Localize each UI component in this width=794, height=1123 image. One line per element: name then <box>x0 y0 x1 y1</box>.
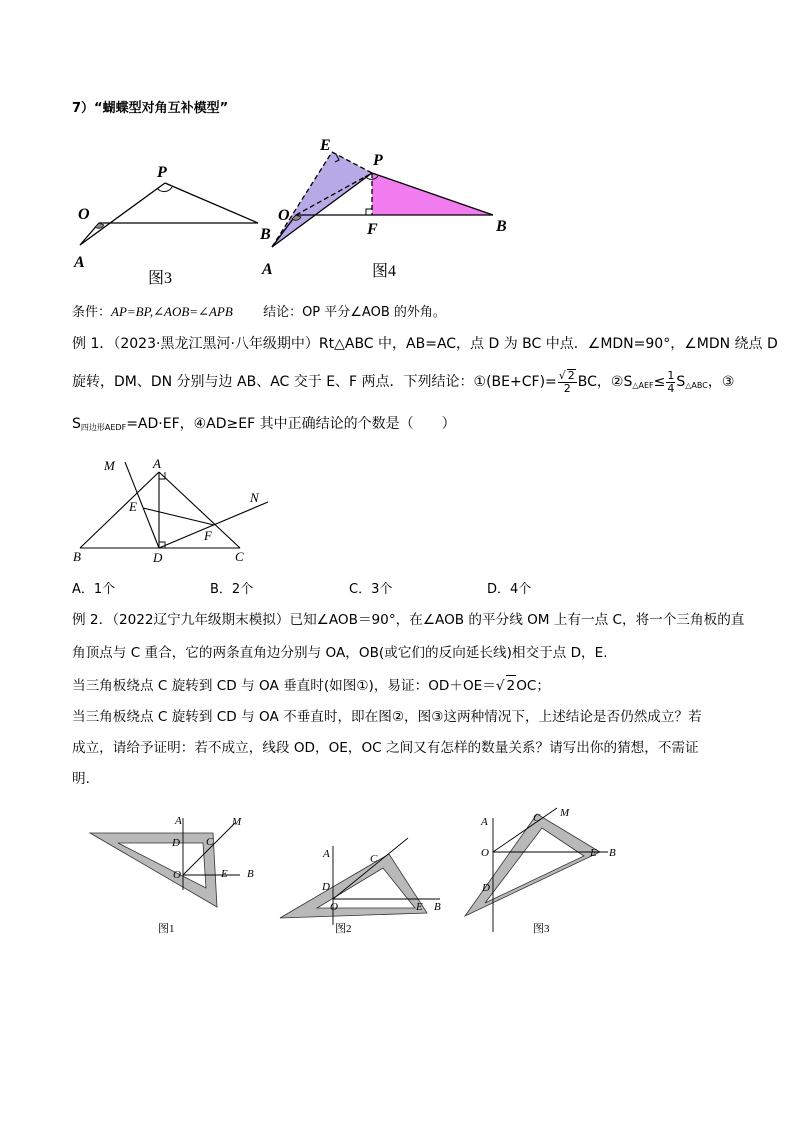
fraction-numerator: 1 <box>667 368 675 382</box>
ex2-figure-1 <box>90 815 254 935</box>
subscript-abc: △ABC <box>685 381 708 390</box>
one-quarter-fraction <box>666 370 675 395</box>
ex2-fig2-C: C <box>370 853 378 865</box>
ex2-fig3-O: O <box>481 847 489 859</box>
figure-3-4 <box>60 130 530 290</box>
subscript-aef: △AEF <box>632 381 654 390</box>
fig4-label-B-left: B <box>260 226 271 243</box>
ex2-fig3-E: E <box>590 847 597 859</box>
fig4-label-O: O <box>278 207 290 224</box>
fig3-label-P: P <box>157 164 167 181</box>
ex2-fig1-B: B <box>247 868 254 880</box>
example1-source: （2023·黑龙江黑河·八年级期中） <box>113 336 319 352</box>
ex2-fig2-O: O <box>330 901 338 913</box>
example1-line1 <box>72 334 778 354</box>
conclusion-text: OP 平分∠AOB 的外角。 <box>302 305 446 320</box>
example1-line2-c: ≤ <box>653 374 666 390</box>
fig3-label-A: A <box>74 254 85 271</box>
example2-figures <box>80 800 660 945</box>
condition-label: 条件： <box>72 305 112 320</box>
example1-line3-a: S <box>72 416 81 432</box>
example2-line2: 角顶点与 C 重合，它的两条直角边分别与 OA，OB(或它们的反向延长线)相交于点 D，E. <box>72 645 608 661</box>
option-c: C．3个 <box>349 582 393 597</box>
fig4-label-P: P <box>373 152 383 169</box>
sqrt-radicand: 2 <box>567 369 575 382</box>
fig4-label-B: B <box>496 218 507 235</box>
example1-line2-e: ，③ <box>707 374 735 390</box>
ex2-fig3-C: C <box>533 812 541 824</box>
conclusion-label: 结论： <box>263 305 303 320</box>
fig3-label-O: O <box>78 206 90 223</box>
example2-line6: 明． <box>72 771 100 787</box>
figure-4 <box>259 137 507 280</box>
example2-line4: 当三角板绕点 C 旋转到 CD 与 OA 不垂直时，即在图②，图③这两种情况下，上述结论是否仍然成立？若 <box>72 709 702 725</box>
option-d: D．4个 <box>487 582 532 597</box>
ex2-fig3-caption: 图3 <box>533 923 550 935</box>
fig4-label-E: E <box>320 137 331 154</box>
option-a: A．1个 <box>72 582 116 597</box>
ex1-label-D: D <box>153 550 163 565</box>
ex2-fig1-D: D <box>172 837 180 849</box>
example1-line2-d: S <box>676 374 686 390</box>
figure-3 <box>73 164 258 287</box>
example1-line1-text: Rt△ABC 中，AB=AC，点 D 为 BC 中点．∠MDN=90°，∠MDN 绕点 D <box>318 336 778 352</box>
example2-line3-b: OC； <box>516 678 550 694</box>
ex1-label-M: M <box>104 458 115 473</box>
ex2-fig3-D: D <box>482 882 490 894</box>
fig4-caption: 图4 <box>372 263 397 280</box>
example2-line3-a: 当三角板绕点 C 旋转到 CD 与 OA 垂直时(如图①)，易证：OD＋OE＝ <box>72 678 496 694</box>
ex2-fig3-A: A <box>481 816 488 828</box>
example1-prefix: 例 1． <box>72 336 114 352</box>
ex2-fig2-D: D <box>322 881 330 893</box>
ex1-label-C: C <box>235 549 244 564</box>
ex2-fig1-C: C <box>206 836 214 848</box>
example1-line2-a: 旋转，DM、DN 分别与边 AB、AC 交于 E、F 两点．下列结论：①(BE+CF)= <box>72 374 557 390</box>
ex2-fig2-A: A <box>323 848 330 860</box>
fraction-denominator: 2 <box>563 382 571 395</box>
condition-line <box>72 302 446 323</box>
ex1-label-F: F <box>204 528 212 543</box>
example1-figure <box>68 452 278 567</box>
example1-line3-b: =AD·EF，④AD≥EF 其中正确结论的个数是（ ） <box>126 416 456 432</box>
subscript-quad: 四边形AEDF <box>80 423 127 432</box>
example2-line5: 成立，请给予证明：若不成立，线段 OD，OE，OC 之间又有怎样的数量关系？请写出你的猜想，不需证 <box>72 740 699 756</box>
ex2-fig2-caption: 图2 <box>335 923 352 935</box>
ex2-figure-3 <box>465 807 616 935</box>
ex2-fig1-caption: 图1 <box>158 923 175 935</box>
ex2-fig1-E: E <box>221 868 228 880</box>
ex2-fig1-A: A <box>175 815 182 827</box>
ex1-label-A: A <box>153 456 161 471</box>
ex2-fig1-O: O <box>173 869 181 881</box>
example1-line2 <box>72 368 734 400</box>
fig3-caption: 图3 <box>148 270 173 287</box>
ex1-label-B: B <box>73 549 81 564</box>
ex2-figure-2 <box>280 838 441 935</box>
section-heading: 7）“蝴蝶型对角互补模型” <box>72 101 229 116</box>
fraction-denominator: 4 <box>667 381 675 395</box>
ex2-fig2-B: B <box>434 901 441 913</box>
ex2-fig3-B: B <box>609 847 616 859</box>
example1-line2-b: BC，②S <box>577 374 633 390</box>
condition-text: AP=BP,∠AOB=∠APB <box>111 304 233 319</box>
sqrt2-over-2: $\frac{√ 2}{2}$ <box>558 369 575 395</box>
fig4-label-F: F <box>367 221 378 238</box>
ex1-label-N: N <box>250 490 259 505</box>
fig4-label-A: A <box>262 261 273 278</box>
example2-sqrt: 2 <box>506 675 517 696</box>
ex2-fig3-M: M <box>560 807 570 819</box>
ex1-label-E: E <box>129 499 137 514</box>
example1-line3 <box>72 414 456 438</box>
ex2-fig1-M: M <box>232 816 242 828</box>
ex2-fig2-E: E <box>416 901 423 913</box>
option-b: B．2个 <box>210 582 254 597</box>
example2-line3: 当三角板绕点 C 旋转到 CD 与 OA 垂直时(如图①)，易证：OD＋OE＝√ 2OC； <box>72 675 550 696</box>
example2-line1: 例 2．（2022辽宁九年级期末模拟）已知∠AOB＝90°，在∠AOB 的平分线 OM 上有一点 C，将一个三角板的直 <box>72 612 745 628</box>
